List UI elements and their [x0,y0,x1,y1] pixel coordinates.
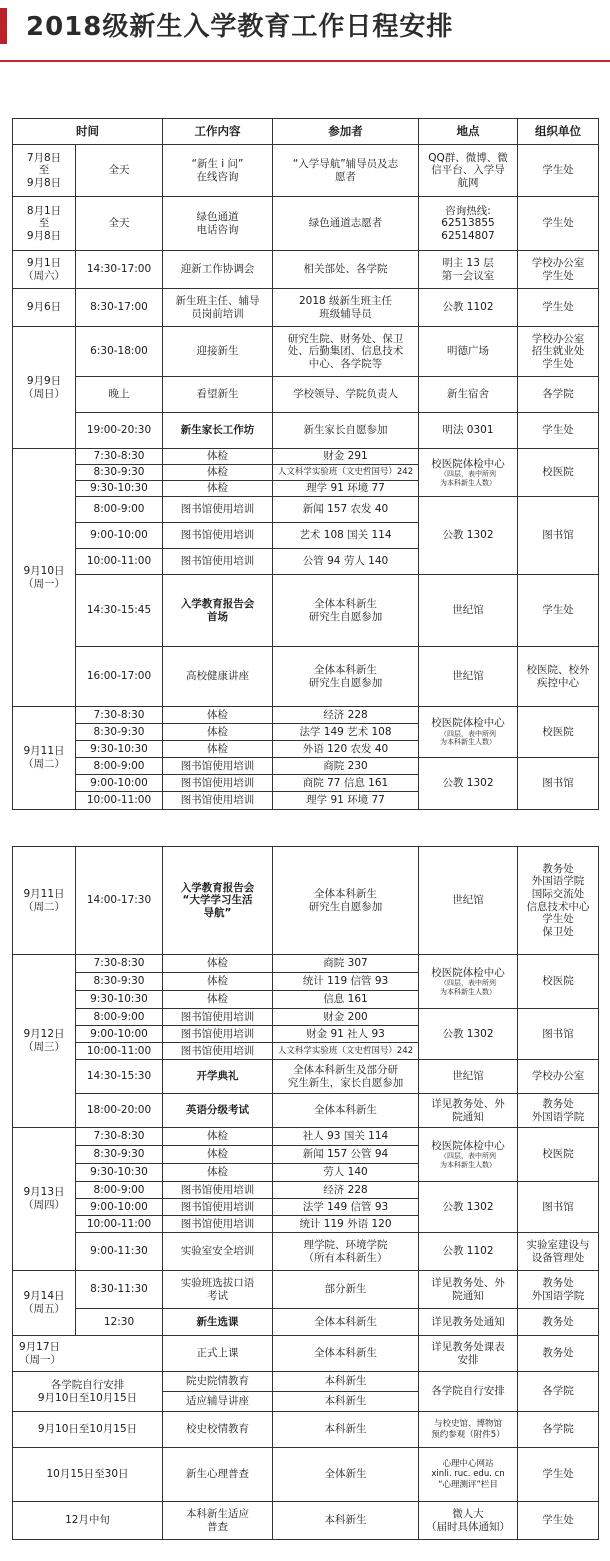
time-cell: 9:30-10:30 [76,1164,163,1182]
time-cell: 9:00-10:00 [76,523,163,549]
org-cell: 学校办公室 学生处 [518,251,599,289]
table-row [13,707,599,724]
time-cell: 16:00-17:00 [76,647,163,707]
date-cell: 8月1日 至 9月8日 [13,197,76,251]
place-cell: 详见教务处课表 安排 [419,1336,518,1372]
place-cell: 明德广场 [419,327,518,377]
date-cell: 各学院自行安排 9月10日至10月15日 [13,1372,163,1412]
date-cell: 9月1日 （周六） [13,251,76,289]
time-cell: 8:30-9:30 [76,1146,163,1164]
place-cell: 明法 0301 [419,413,518,449]
participants-cell: 全体本科新生 研究生自愿参加 [273,647,419,707]
place-cell: 明主 13 层 第一会议室 [419,251,518,289]
content-cell: 体检 [163,955,273,973]
table-row [13,1060,599,1094]
content-cell: 新生心理普查 [163,1448,273,1502]
org-cell: 教务处 外国语学院 [518,1094,599,1128]
org-cell: 学生处 [518,1502,599,1540]
table-row [13,197,599,251]
content-cell: 体检 [163,741,273,758]
place-cell: 与校史馆、博物馆 预约参观（附件5） [419,1412,518,1448]
participants-cell: 全体新生 [273,1448,419,1502]
table-row [13,1233,599,1271]
table-row [13,1309,599,1336]
place-note: （四层，表中所列 为本科新生人数） [440,729,496,747]
place-cell [419,955,518,1009]
content-cell: 体检 [163,481,273,497]
participants-cell: 新闻 157 公管 94 [273,1146,419,1164]
participants-cell: 人文科学实验班（文史哲国号）242 [273,465,419,481]
time-cell: 8:30-9:30 [76,973,163,991]
place-cell: 公教 1302 [419,758,518,810]
table-row [13,497,599,523]
content-cell: 新生家长工作坊 [163,413,273,449]
time-cell: 14:00-17:30 [76,847,163,955]
time-cell: 18:00-20:00 [76,1094,163,1128]
participants-cell: 财金 291 [273,449,419,465]
place-cell: 公教 1102 [419,289,518,327]
time-cell: 14:30-15:45 [76,575,163,647]
participants-cell: 财金 91 社人 93 [273,1026,419,1043]
participants-cell: 本科新生 [273,1412,419,1448]
time-cell: 7:30-8:30 [76,1128,163,1146]
place-cell: 详见教务处通知 [419,1309,518,1336]
place-cell: 公教 1302 [419,1182,518,1233]
content-cell: 开学典礼 [163,1060,273,1094]
content-cell: 体检 [163,1164,273,1182]
org-cell: 学生处 [518,413,599,449]
org-cell: 图书馆 [518,1182,599,1233]
time-cell: 9:30-10:30 [76,991,163,1009]
time-cell: 7:30-8:30 [76,707,163,724]
time-cell: 19:00-20:30 [76,413,163,449]
header-place: 地点 [419,119,518,145]
content-cell: 体检 [163,991,273,1009]
time-cell: 8:00-9:00 [76,1182,163,1199]
org-cell: 图书馆 [518,758,599,810]
header-participants: 参加者 [273,119,419,145]
time-cell: 9:00-10:00 [76,775,163,792]
date-cell: 10月15日至30日 [13,1448,163,1502]
participants-cell: 本科新生 [273,1372,419,1392]
place-cell: 咨询热线: 62513855 62514807 [419,197,518,251]
page-title: 2018级新生入学教育工作日程安排 [26,12,454,42]
time-cell: 8:00-9:00 [76,497,163,523]
org-cell: 教务处 [518,1309,599,1336]
org-cell: 校医院 [518,1128,599,1182]
content-cell: 图书馆使用培训 [163,549,273,575]
date-cell: 9月12日 （周三） [13,955,76,1128]
org-cell: 各学院 [518,377,599,413]
table-row [13,413,599,449]
time-cell: 6:30-18:00 [76,327,163,377]
place-cell: 新生宿舍 [419,377,518,413]
content-cell: 图书馆使用培训 [163,1043,273,1060]
time-cell: 晚上 [76,377,163,413]
time-cell: 10:00-11:00 [76,792,163,810]
org-cell: 校医院 [518,955,599,1009]
table-row [13,758,599,775]
participants-cell: “入学导航”辅导员及志 愿者 [273,145,419,197]
participants-cell: 法学 149 信管 93 [273,1199,419,1216]
content-cell: 体检 [163,1146,273,1164]
place-cell: 详见教务处、外 院通知 [419,1094,518,1128]
content-cell: 迎新工作协调会 [163,251,273,289]
content-cell: 体检 [163,973,273,991]
participants-cell: 本科新生 [273,1502,419,1540]
org-cell: 图书馆 [518,1009,599,1060]
date-cell: 9月10日 （周一） [13,449,76,707]
content-cell: 图书馆使用培训 [163,523,273,549]
content-cell: 校史校情教育 [163,1412,273,1448]
participants-cell: 统计 119 信管 93 [273,973,419,991]
place-cell: 世纪馆 [419,647,518,707]
org-cell: 各学院 [518,1412,599,1448]
content-cell: 图书馆使用培训 [163,792,273,810]
table-row [13,1271,599,1309]
participants-cell: 经济 228 [273,1182,419,1199]
date-cell: 12月中旬 [13,1502,163,1540]
org-cell: 实验室建设与 设备管理处 [518,1233,599,1271]
participants-cell: 研究生院、财务处、保卫 处、后勤集团、信息技术 中心、各学院等 [273,327,419,377]
schedule-table-part1 [12,118,599,810]
time-cell: 10:00-11:00 [76,549,163,575]
table-row [13,1009,599,1026]
time-cell: 8:30-9:30 [76,724,163,741]
content-cell: 图书馆使用培训 [163,1216,273,1233]
table-row [13,1372,599,1392]
participants-cell: 理学 91 环境 77 [273,481,419,497]
place-main: 校医院体检中心 [431,966,505,979]
content-cell: 院史院情教育 [163,1372,273,1392]
content-cell: 图书馆使用培训 [163,1182,273,1199]
table-row [13,955,599,973]
place-main: 校医院体检中心 [431,457,505,470]
participants-cell: 理学院、环境学院 （所有本科新生） [273,1233,419,1271]
place-cell [419,707,518,758]
date-cell: 9月6日 [13,289,76,327]
date-cell: 9月9日 （周日） [13,327,76,449]
participants-cell: 全体本科新生 研究生自愿参加 [273,847,419,955]
participants-cell: 相关部处、各学院 [273,251,419,289]
org-cell: 学校办公室 [518,1060,599,1094]
content-cell: 图书馆使用培训 [163,1009,273,1026]
org-cell: 教务处 [518,1336,599,1372]
place-cell: 微人大 （届时具体通知） [419,1502,518,1540]
time-cell: 7:30-8:30 [76,449,163,465]
time-cell: 14:30-17:00 [76,251,163,289]
content-cell: 图书馆使用培训 [163,1026,273,1043]
place-note: （四层，表中所列 为本科新生人数） [440,470,496,487]
participants-cell: 劳人 140 [273,1164,419,1182]
content-cell: 入学教育报告会 “大学学习生活 导航” [163,847,273,955]
place-cell: QQ群、微博、微 信平台、入学导 航网 [419,145,518,197]
date-cell: 9月14日 （周五） [13,1271,76,1336]
participants-cell: 统计 119 外语 120 [273,1216,419,1233]
time-cell: 8:30-17:00 [76,289,163,327]
date-cell: 9月17日 （周一） [13,1336,163,1372]
content-cell: 新生选课 [163,1309,273,1336]
time-cell: 9:30-10:30 [76,481,163,497]
table-row [13,145,599,197]
time-cell: 10:00-11:00 [76,1043,163,1060]
org-cell: 校医院 [518,707,599,758]
participants-cell: 全体本科新生及部分研 究生新生，家长自愿参加 [273,1060,419,1094]
table-row [13,251,599,289]
table-header-row [13,119,599,145]
org-cell: 校医院 [518,449,599,497]
schedule-table-part2 [12,846,599,1540]
content-cell: 绿色通道 电话咨询 [163,197,273,251]
place-cell: 各学院自行安排 [419,1372,518,1412]
date-cell: 9月10日至10月15日 [13,1412,163,1448]
title-bar [0,0,610,52]
org-cell: 校医院、校外 疾控中心 [518,647,599,707]
participants-cell: 全体本科新生 [273,1309,419,1336]
participants-cell: 公管 94 劳人 140 [273,549,419,575]
place-cell [419,449,518,497]
time-cell: 7:30-8:30 [76,955,163,973]
org-cell: 学生处 [518,1448,599,1502]
content-cell: “新生 i 问” 在线咨询 [163,145,273,197]
table-row [13,847,599,955]
table-row [13,1182,599,1199]
time-cell: 8:30-11:30 [76,1271,163,1309]
place-cell: 世纪馆 [419,1060,518,1094]
participants-cell: 社人 93 国关 114 [273,1128,419,1146]
org-cell: 学校办公室 招生就业处 学生处 [518,327,599,377]
content-cell: 图书馆使用培训 [163,1199,273,1216]
content-cell: 适应辅导讲座 [163,1392,273,1412]
table-row [13,327,599,377]
org-cell: 各学院 [518,1372,599,1412]
date-cell: 7月8日 至 9月8日 [13,145,76,197]
time-cell: 9:00-11:30 [76,1233,163,1271]
participants-cell: 人文科学实验班（文史哲国号）242 [273,1043,419,1060]
content-cell: 体检 [163,465,273,481]
content-cell: 入学教育报告会 首场 [163,575,273,647]
time-cell: 14:30-15:30 [76,1060,163,1094]
header-org: 组织单位 [518,119,599,145]
table-row [13,1094,599,1128]
content-cell: 体检 [163,1128,273,1146]
participants-cell: 商院 307 [273,955,419,973]
table-row [13,449,599,465]
place-main: 校医院体检中心 [431,1139,505,1152]
table-row [13,1502,599,1540]
participants-cell: 艺术 108 国关 114 [273,523,419,549]
place-cell: 心理中心网站 xinli. ruc. edu. cn “心理测评”栏目 [419,1448,518,1502]
participants-cell: 新生家长自愿参加 [273,413,419,449]
content-cell: 体检 [163,707,273,724]
org-cell: 学生处 [518,145,599,197]
content-cell: 新生班主任、辅导 员岗前培训 [163,289,273,327]
org-cell: 学生处 [518,575,599,647]
participants-cell: 全体本科新生 [273,1094,419,1128]
place-cell: 详见教务处、外 院通知 [419,1271,518,1309]
content-cell: 图书馆使用培训 [163,775,273,792]
participants-cell: 本科新生 [273,1392,419,1412]
participants-cell: 商院 230 [273,758,419,775]
title-accent-bar [0,8,7,44]
place-main: 校医院体检中心 [431,717,505,730]
content-cell: 体检 [163,724,273,741]
place-cell: 公教 1302 [419,497,518,575]
title-divider [0,60,610,62]
table-row [13,289,599,327]
place-note: （四层，表中所列 为本科新生人数） [440,1152,496,1169]
participants-cell: 学校领导、学院负责人 [273,377,419,413]
content-cell: 英语分级考试 [163,1094,273,1128]
place-note: （四层，表中所列 为本科新生人数） [440,979,496,996]
place-cell [419,1128,518,1182]
content-cell: 迎接新生 [163,327,273,377]
content-cell: 看望新生 [163,377,273,413]
content-cell: 高校健康讲座 [163,647,273,707]
participants-cell: 2018 级新生班主任 班级辅导员 [273,289,419,327]
time-cell: 8:00-9:00 [76,1009,163,1026]
participants-cell: 外语 120 农发 40 [273,741,419,758]
org-cell: 教务处 外国语学院 [518,1271,599,1309]
time-cell: 8:30-9:30 [76,465,163,481]
participants-cell: 全体本科新生 [273,1336,419,1372]
time-cell: 全天 [76,145,163,197]
table-row [13,1128,599,1146]
org-cell: 图书馆 [518,497,599,575]
participants-cell: 经济 228 [273,707,419,724]
participants-cell: 部分新生 [273,1271,419,1309]
org-cell: 教务处 外国语学院 国际交流处 信息技术中心 学生处 保卫处 [518,847,599,955]
table-row [13,647,599,707]
header-time: 时间 [13,119,163,145]
date-cell: 9月11日 （周二） [13,707,76,810]
place-cell: 世纪馆 [419,575,518,647]
time-cell: 12:30 [76,1309,163,1336]
table-row [13,1336,599,1372]
header-content: 工作内容 [163,119,273,145]
participants-cell: 商院 77 信息 161 [273,775,419,792]
participants-cell: 绿色通道志愿者 [273,197,419,251]
place-cell: 公教 1302 [419,1009,518,1060]
content-cell: 图书馆使用培训 [163,758,273,775]
participants-cell: 新闻 157 农发 40 [273,497,419,523]
participants-cell: 全体本科新生 研究生自愿参加 [273,575,419,647]
date-cell: 9月13日 （周四） [13,1128,76,1271]
date-cell: 9月11日 （周二） [13,847,76,955]
place-cell: 公教 1102 [419,1233,518,1271]
content-cell: 正式上课 [163,1336,273,1372]
content-cell: 图书馆使用培训 [163,497,273,523]
table-row [13,575,599,647]
time-cell: 9:00-10:00 [76,1199,163,1216]
time-cell: 全天 [76,197,163,251]
time-cell: 9:00-10:00 [76,1026,163,1043]
participants-cell: 法学 149 艺术 108 [273,724,419,741]
org-cell: 学生处 [518,289,599,327]
time-cell: 9:30-10:30 [76,741,163,758]
content-cell: 体检 [163,449,273,465]
content-cell: 实验室安全培训 [163,1233,273,1271]
table-row [13,377,599,413]
content-cell: 实验班选拔口语 考试 [163,1271,273,1309]
table-row [13,1412,599,1448]
content-cell: 本科新生适应 普查 [163,1502,273,1540]
table-row [13,1448,599,1502]
place-cell: 世纪馆 [419,847,518,955]
participants-cell: 财金 200 [273,1009,419,1026]
org-cell: 学生处 [518,197,599,251]
time-cell: 10:00-11:00 [76,1216,163,1233]
participants-cell: 信息 161 [273,991,419,1009]
time-cell: 8:00-9:00 [76,758,163,775]
participants-cell: 理学 91 环境 77 [273,792,419,810]
